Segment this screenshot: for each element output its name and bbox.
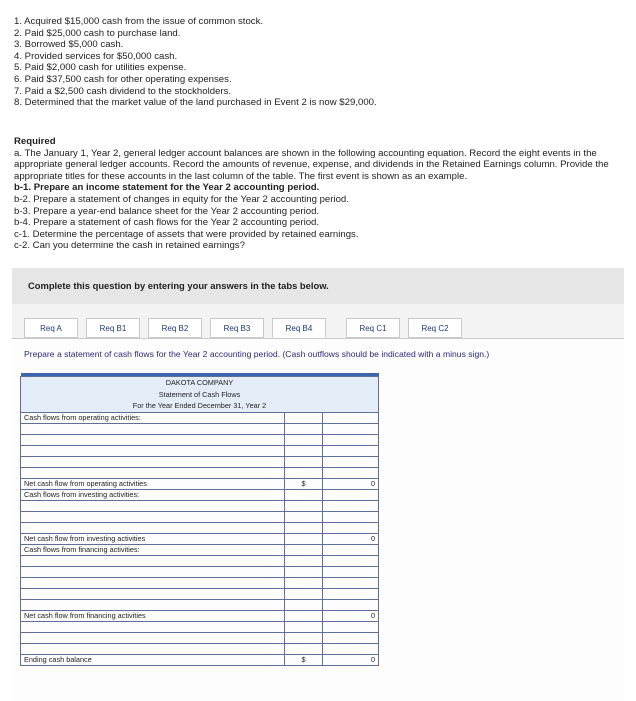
amount-input[interactable] bbox=[285, 467, 323, 478]
line-item-input[interactable] bbox=[21, 511, 285, 522]
amount-input[interactable] bbox=[285, 423, 323, 434]
required-b3: b-3. Prepare a year-end balance sheet for the Year 2 accounting period. bbox=[14, 205, 320, 217]
line-item-input[interactable] bbox=[21, 566, 285, 577]
line-item-input[interactable] bbox=[21, 467, 285, 478]
line-item-input[interactable] bbox=[21, 588, 285, 599]
event-item: 2. Paid $25,000 cash to purchase land. bbox=[14, 27, 181, 39]
line-item-input[interactable] bbox=[21, 445, 285, 456]
net-financing-row bbox=[21, 610, 379, 621]
amount-input[interactable] bbox=[285, 511, 323, 522]
table-row bbox=[21, 632, 379, 643]
table-row bbox=[21, 467, 379, 478]
amount-input[interactable] bbox=[285, 555, 323, 566]
event-item: 4. Provided services for $50,000 cash. bbox=[14, 50, 178, 62]
event-item: 6. Paid $37,500 cash for other operating expenses. bbox=[14, 73, 232, 85]
line-item-input[interactable] bbox=[21, 434, 285, 445]
table-row bbox=[21, 577, 379, 588]
amount-input[interactable] bbox=[285, 599, 323, 610]
currency-sign: $ bbox=[285, 654, 323, 665]
net-investing-value: 0 bbox=[323, 533, 379, 544]
line-item-input[interactable] bbox=[21, 555, 285, 566]
events-list bbox=[14, 16, 377, 109]
statement-period: For the Year Ended December 31, Year 2 bbox=[21, 400, 379, 412]
amount-input[interactable] bbox=[285, 500, 323, 511]
required-b2: b-2. Prepare a statement of changes in equity for the Year 2 accounting period. bbox=[14, 193, 349, 205]
line-item-input[interactable] bbox=[21, 423, 285, 434]
ending-cash-label: Ending cash balance bbox=[21, 654, 285, 665]
tab-req-b1[interactable]: Req B1 bbox=[86, 318, 140, 338]
table-row bbox=[21, 423, 379, 434]
required-a: a. The January 1, Year 2, general ledger account balances are shown in the following accounting equation. Record the eight events in the appropriate general ledger accounts. Record the amounts of revenue, expense, and dividends in the Retained Earnings column. Provide the appropriate titles for these accounts in the last column of the table. The first event is shown as an example. bbox=[14, 147, 609, 182]
table-row bbox=[21, 522, 379, 533]
table-row bbox=[21, 555, 379, 566]
table-row bbox=[21, 599, 379, 610]
operating-heading: Cash flows from operating activities: bbox=[21, 412, 285, 423]
table-row bbox=[21, 500, 379, 511]
required-c1: c-1. Determine the percentage of assets that were provided by retained earnings. bbox=[14, 228, 359, 240]
tab-content-req-b4 bbox=[12, 338, 624, 701]
amount-input[interactable] bbox=[285, 566, 323, 577]
event-item: 3. Borrowed $5,000 cash. bbox=[14, 39, 124, 51]
required-c2: c-2. Can you determine the cash in retained earnings? bbox=[14, 240, 245, 252]
amount-input[interactable] bbox=[285, 434, 323, 445]
net-financing-value: 0 bbox=[323, 610, 379, 621]
table-row bbox=[21, 566, 379, 577]
table-row bbox=[21, 511, 379, 522]
amount-input[interactable] bbox=[285, 621, 323, 632]
cash-flow-statement bbox=[20, 373, 379, 666]
statement-title: Statement of Cash Flows bbox=[21, 388, 379, 400]
table-row bbox=[21, 643, 379, 654]
amount-input[interactable] bbox=[285, 632, 323, 643]
required-section bbox=[14, 136, 626, 252]
event-item: 5. Paid $2,000 cash for utilities expense. bbox=[14, 62, 187, 74]
amount-input[interactable] bbox=[285, 522, 323, 533]
table-row bbox=[21, 456, 379, 467]
table-row bbox=[21, 445, 379, 456]
event-item: 7. Paid a $2,500 cash dividend to the stockholders. bbox=[14, 85, 232, 97]
instruction-text: Prepare a statement of cash flows for the Year 2 accounting period. (Cash outflows should be indicated with a minus sign.) bbox=[24, 349, 490, 359]
table-row bbox=[21, 621, 379, 632]
event-item: 1. Acquired $15,000 cash from the issue of common stock. bbox=[14, 16, 264, 27]
net-operating-label: Net cash flow from operating activities bbox=[21, 478, 285, 489]
line-item-input[interactable] bbox=[21, 643, 285, 654]
table-row bbox=[21, 588, 379, 599]
amount-input[interactable] bbox=[285, 643, 323, 654]
net-operating-value: 0 bbox=[323, 478, 379, 489]
required-title: Required bbox=[14, 136, 56, 147]
net-investing-row bbox=[21, 533, 379, 544]
line-item-input[interactable] bbox=[21, 632, 285, 643]
line-item-input[interactable] bbox=[21, 621, 285, 632]
amount-input[interactable] bbox=[285, 588, 323, 599]
event-item: 8. Determined that the market value of the land purchased in Event 2 is now $29,000. bbox=[14, 97, 377, 109]
amount-input[interactable] bbox=[285, 577, 323, 588]
panel-header: Complete this question by entering your answers in the tabs below. bbox=[12, 268, 624, 304]
line-item-input[interactable] bbox=[21, 456, 285, 467]
net-operating-row bbox=[21, 478, 379, 489]
required-b4: b-4. Prepare a statement of cash flows for the Year 2 accounting period. bbox=[14, 217, 320, 229]
ending-cash-value: 0 bbox=[323, 654, 379, 665]
financing-heading: Cash flows from financing activities: bbox=[21, 544, 285, 555]
tab-req-b3[interactable]: Req B3 bbox=[210, 318, 264, 338]
amount-input[interactable] bbox=[285, 445, 323, 456]
line-item-input[interactable] bbox=[21, 577, 285, 588]
answer-panel bbox=[12, 268, 624, 700]
amount-input[interactable] bbox=[285, 456, 323, 467]
required-b1: b-1. Prepare an income statement for the Year 2 accounting period. bbox=[14, 182, 320, 194]
line-item-input[interactable] bbox=[21, 500, 285, 511]
line-item-input[interactable] bbox=[21, 599, 285, 610]
investing-heading: Cash flows from investing activities: bbox=[21, 489, 285, 500]
ending-cash-row bbox=[21, 654, 379, 665]
line-item-input[interactable] bbox=[21, 522, 285, 533]
table-row bbox=[21, 434, 379, 445]
tab-req-c1[interactable]: Req C1 bbox=[346, 318, 400, 338]
net-investing-label: Net cash flow from investing activities bbox=[21, 533, 285, 544]
tab-req-b4[interactable]: Req B4 bbox=[272, 318, 326, 338]
company-name: DAKOTA COMPANY bbox=[21, 376, 379, 388]
net-financing-label: Net cash flow from financing activities bbox=[21, 610, 285, 621]
currency-sign: $ bbox=[285, 478, 323, 489]
tab-req-c2[interactable]: Req C2 bbox=[408, 318, 462, 338]
tab-req-a[interactable]: Req A bbox=[24, 318, 78, 338]
tab-req-b2[interactable]: Req B2 bbox=[148, 318, 202, 338]
